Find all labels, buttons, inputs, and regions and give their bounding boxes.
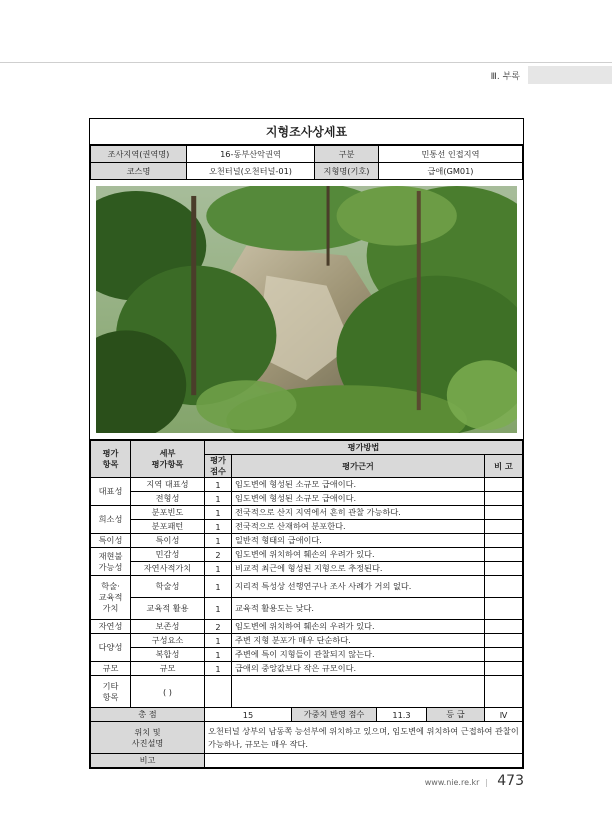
table-row (91, 620, 523, 634)
grade-value: Ⅳ (485, 708, 523, 722)
site-photo (90, 180, 523, 440)
score-cell: 1 (205, 478, 232, 492)
subitem-cell: 자연사적가치 (131, 562, 205, 576)
score-cell: 1 (205, 506, 232, 520)
total-value: 15 (205, 708, 292, 722)
subitem-cell: 보존성 (131, 620, 205, 634)
basis-cell: 비교적 최근에 형성된 지형으로 추정된다. (232, 562, 485, 576)
basis-cell: 일반적 형태의 급애이다. (232, 534, 485, 548)
site-url: www.nie.re.kr (424, 778, 480, 787)
category-label: 구분 (315, 146, 379, 163)
score-cell: 1 (205, 598, 232, 620)
subitem-cell: 민감성 (131, 548, 205, 562)
note-cell (485, 634, 523, 648)
note-cell (485, 676, 523, 708)
running-header (0, 66, 612, 84)
item-cell: 희소성 (91, 506, 131, 534)
table-row (91, 548, 523, 562)
subitem-cell: 분포빈도 (131, 506, 205, 520)
footer-divider: | (485, 778, 488, 787)
score-cell (205, 676, 232, 708)
note-cell (485, 534, 523, 548)
score-cell: 1 (205, 562, 232, 576)
note-cell (485, 520, 523, 534)
page-footer (425, 773, 524, 789)
grade-label: 등 급 (427, 708, 485, 722)
score-cell: 2 (205, 620, 232, 634)
basis-cell: 임도변에 위치하여 훼손의 우려가 있다. (232, 548, 485, 562)
info-table (90, 145, 523, 180)
region-label: 조사지역(권역명) (91, 146, 187, 163)
top-rule (0, 62, 612, 63)
basis-cell: 주변에 특이 지형들이 관찰되지 않는다. (232, 648, 485, 662)
item-cell: 다양성 (91, 634, 131, 662)
subitem-cell: 분포패턴 (131, 520, 205, 534)
subitem-cell: 규모 (131, 662, 205, 676)
header-subitem (131, 441, 205, 478)
item-cell: 재현불 가능성 (91, 548, 131, 576)
region-value: 16-동부산악권역 (187, 146, 315, 163)
table-row (91, 598, 523, 620)
photo-desc-label (91, 722, 205, 754)
basis-cell: 주변 지형 분포가 매우 단순하다. (232, 634, 485, 648)
score-cell: 1 (205, 492, 232, 506)
weighted-label: 가중치 반영 점수 (292, 708, 377, 722)
note-cell (485, 506, 523, 520)
subitem-cell: 학술성 (131, 576, 205, 598)
item-cell: 학술· 교육적 가치 (91, 576, 131, 620)
header-note: 비 고 (485, 455, 523, 478)
header-method: 평가방법 (205, 441, 523, 455)
table-row (91, 576, 523, 598)
basis-cell: 임도변에 형성된 소규모 급애이다. (232, 478, 485, 492)
category-value: 민통선 인접지역 (379, 146, 523, 163)
score-cell: 1 (205, 648, 232, 662)
landform-label: 지형명(기호) (315, 163, 379, 180)
table-row (91, 478, 523, 492)
table-row (91, 520, 523, 534)
table-row (91, 634, 523, 648)
table-row (91, 492, 523, 506)
landform-value: 급애(GM01) (379, 163, 523, 180)
subitem-cell: 복합성 (131, 648, 205, 662)
score-cell: 1 (205, 520, 232, 534)
score-cell: 1 (205, 534, 232, 548)
table-row (91, 648, 523, 662)
subitem-cell: 지역 대표성 (131, 478, 205, 492)
note-cell (485, 478, 523, 492)
note-cell (485, 576, 523, 598)
table-row (91, 562, 523, 576)
basis-cell (232, 676, 485, 708)
page-number: 473 (497, 773, 524, 789)
item-cell: 자연성 (91, 620, 131, 634)
subitem-cell: 특이성 (131, 534, 205, 548)
header-item (91, 441, 131, 478)
basis-cell: 전국적으로 산재하여 분포한다. (232, 520, 485, 534)
table-row (91, 506, 523, 520)
course-value: 오천터널(오천터널-01) (187, 163, 315, 180)
table-row (91, 534, 523, 548)
note-cell (485, 598, 523, 620)
section-label: Ⅲ. 부록 (490, 72, 520, 82)
item-cell: 특이성 (91, 534, 131, 548)
sheet-title: 지형조사상세표 (90, 119, 523, 145)
subitem-cell: 교육적 활용 (131, 598, 205, 620)
score-cell: 1 (205, 634, 232, 648)
survey-sheet (89, 118, 524, 769)
header-score-text: 평가 점수 (210, 455, 226, 476)
subitem-cell: 구성요소 (131, 634, 205, 648)
note-cell (485, 662, 523, 676)
basis-cell: 급애의 중앙값보다 작은 규모이다. (232, 662, 485, 676)
total-label: 총 점 (91, 708, 205, 722)
course-label: 코스명 (91, 163, 187, 180)
subitem-cell: ( ) (131, 676, 205, 708)
basis-cell: 지리적 특성상 선행연구나 조사 사례가 거의 없다. (232, 576, 485, 598)
table-row (91, 662, 523, 676)
header-basis: 평가근거 (232, 455, 485, 478)
note-cell (485, 620, 523, 634)
note-cell (485, 648, 523, 662)
header-score (205, 455, 232, 478)
table-row (91, 676, 523, 708)
note-cell (485, 562, 523, 576)
basis-cell: 임도변에 형성된 소규모 급애이다. (232, 492, 485, 506)
score-cell: 1 (205, 662, 232, 676)
header-item-text: 평가 항목 (102, 448, 119, 469)
basis-cell: 임도변에 위치하여 훼손의 우려가 있다. (232, 620, 485, 634)
basis-cell: 전국적으로 산지 지역에서 흔히 관찰 가능하다. (232, 506, 485, 520)
item-cell: 규모 (91, 662, 131, 676)
weighted-value: 11.3 (377, 708, 427, 722)
remark-label: 비고 (91, 754, 205, 768)
basis-cell: 교육적 활용도는 낮다. (232, 598, 485, 620)
header-tab (528, 66, 612, 84)
photo-desc-label-text: 위치 및 사진설명 (131, 726, 164, 748)
score-cell: 2 (205, 548, 232, 562)
evaluation-table (90, 440, 523, 768)
photo-desc-value: 오천터널 상부의 남동쪽 능선부에 위치하고 있으며, 임도변에 위치하여 근접하여 관찰이 가능하나, 규모는 매우 작다. (205, 722, 523, 754)
subitem-cell: 전형성 (131, 492, 205, 506)
header-subitem-text: 세부 평가항목 (151, 448, 184, 469)
score-cell: 1 (205, 576, 232, 598)
remark-value (205, 754, 523, 768)
item-cell: 대표성 (91, 478, 131, 506)
note-cell (485, 548, 523, 562)
note-cell (485, 492, 523, 506)
item-cell: 기타 항목 (91, 676, 131, 708)
cliff-forest-photo (96, 186, 517, 433)
